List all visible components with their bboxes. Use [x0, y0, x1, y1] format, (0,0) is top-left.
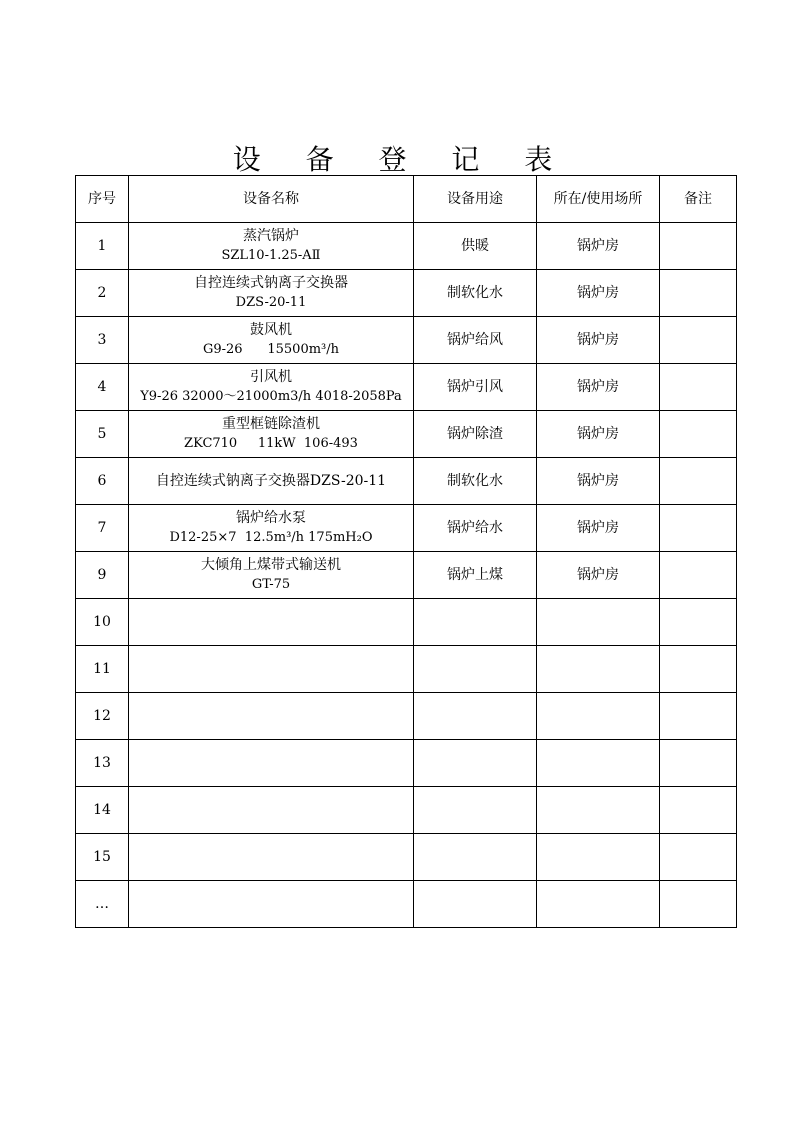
row-equipment-name [129, 646, 414, 693]
row-note [660, 693, 737, 740]
equipment-model: ZKC710 11kW 106-493 [184, 436, 358, 451]
header-name: 设备名称 [129, 176, 414, 223]
equipment-name: 自控连续式钠离子交换器 [194, 275, 348, 291]
table-row [76, 411, 737, 458]
table-row [76, 458, 737, 505]
row-location: 锅炉房 [537, 411, 660, 458]
row-use [414, 787, 537, 834]
table-row [76, 552, 737, 599]
row-seq: 10 [76, 599, 129, 646]
row-equipment-name [129, 458, 414, 505]
row-equipment-name [129, 787, 414, 834]
row-equipment-name [129, 599, 414, 646]
row-seq: 15 [76, 834, 129, 881]
page-title: 设 备 登 记 表 [232, 143, 571, 176]
row-seq: 5 [76, 411, 129, 458]
row-use: 锅炉除渣 [414, 411, 537, 458]
row-seq: 1 [76, 223, 129, 270]
table-body [76, 223, 737, 928]
row-location: 锅炉房 [537, 223, 660, 270]
row-location [537, 787, 660, 834]
equipment-name: 引风机 [250, 369, 292, 385]
row-seq: 14 [76, 787, 129, 834]
row-note [660, 505, 737, 552]
row-use: 锅炉引风 [414, 364, 537, 411]
row-use: 锅炉上煤 [414, 552, 537, 599]
table-row [76, 740, 737, 787]
row-note [660, 740, 737, 787]
table-row [76, 505, 737, 552]
row-use [414, 693, 537, 740]
row-location [537, 834, 660, 881]
row-equipment-name [129, 270, 414, 317]
row-location [537, 646, 660, 693]
equipment-name: 鼓风机 [250, 322, 292, 338]
row-equipment-name [129, 364, 414, 411]
row-equipment-name [129, 740, 414, 787]
row-use [414, 881, 537, 928]
row-location [537, 740, 660, 787]
row-location [537, 881, 660, 928]
header-seq: 序号 [76, 176, 129, 223]
table-row [76, 223, 737, 270]
row-location: 锅炉房 [537, 552, 660, 599]
row-note [660, 552, 737, 599]
row-use [414, 740, 537, 787]
row-equipment-name [129, 834, 414, 881]
row-seq: 3 [76, 317, 129, 364]
equipment-name: 自控连续式钠离子交换器DZS-20-11 [155, 473, 387, 489]
equipment-name: 大倾角上煤带式输送机 [201, 557, 341, 573]
row-note [660, 599, 737, 646]
header-row [76, 176, 737, 223]
row-equipment-name [129, 552, 414, 599]
equipment-model: Y9-26 32000～21000m3/h 4018-2058Pa [140, 389, 402, 404]
row-use: 制软化水 [414, 270, 537, 317]
row-use: 制软化水 [414, 458, 537, 505]
equipment-model: D12-25×7 12.5m³/h 175mH₂O [169, 530, 373, 545]
row-location: 锅炉房 [537, 458, 660, 505]
equipment-model: GT-75 [251, 577, 291, 592]
row-seq: 2 [76, 270, 129, 317]
header-note: 备注 [660, 176, 737, 223]
equipment-name: 蒸汽锅炉 [243, 228, 299, 244]
table-row [76, 646, 737, 693]
row-equipment-name [129, 223, 414, 270]
row-use: 锅炉给风 [414, 317, 537, 364]
row-note [660, 411, 737, 458]
row-equipment-name [129, 505, 414, 552]
row-note [660, 364, 737, 411]
row-seq: 11 [76, 646, 129, 693]
table-row [76, 693, 737, 740]
header-use: 设备用途 [414, 176, 537, 223]
table-row [76, 787, 737, 834]
row-location: 锅炉房 [537, 505, 660, 552]
row-use [414, 646, 537, 693]
row-equipment-name [129, 411, 414, 458]
row-seq: … [76, 881, 129, 928]
equipment-model: G9-26 15500m³/h [202, 342, 340, 357]
equipment-model: DZS-20-11 [235, 295, 307, 310]
equipment-register-table [75, 175, 737, 928]
row-location: 锅炉房 [537, 317, 660, 364]
header-location: 所在/使用场所 [537, 176, 660, 223]
row-use [414, 599, 537, 646]
row-note [660, 317, 737, 364]
row-use [414, 834, 537, 881]
row-note [660, 787, 737, 834]
row-note [660, 270, 737, 317]
row-seq: 4 [76, 364, 129, 411]
table-row [76, 364, 737, 411]
row-note [660, 881, 737, 928]
row-use: 供暖 [414, 223, 537, 270]
row-note [660, 646, 737, 693]
row-note [660, 834, 737, 881]
table-row [76, 270, 737, 317]
row-use: 锅炉给水 [414, 505, 537, 552]
row-equipment-name [129, 881, 414, 928]
row-seq: 12 [76, 693, 129, 740]
row-location [537, 599, 660, 646]
row-note [660, 458, 737, 505]
equipment-name: 重型框链除渣机 [222, 416, 320, 432]
row-location: 锅炉房 [537, 364, 660, 411]
equipment-model: SZL10-1.25-AⅡ [221, 248, 321, 263]
table-row [76, 599, 737, 646]
row-equipment-name [129, 693, 414, 740]
row-equipment-name [129, 317, 414, 364]
table-row [76, 881, 737, 928]
row-note [660, 223, 737, 270]
row-location [537, 693, 660, 740]
table-row [76, 834, 737, 881]
table-row [76, 317, 737, 364]
row-seq: 9 [76, 552, 129, 599]
row-seq: 6 [76, 458, 129, 505]
row-seq: 13 [76, 740, 129, 787]
equipment-name: 锅炉给水泵 [236, 510, 306, 526]
row-location: 锅炉房 [537, 270, 660, 317]
row-seq: 7 [76, 505, 129, 552]
